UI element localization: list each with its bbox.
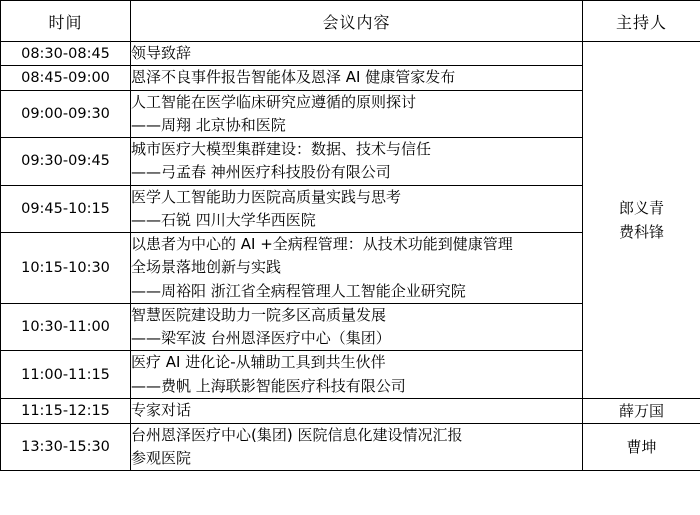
row-time: 09:45-10:15 — [1, 185, 131, 233]
row-content — [131, 303, 583, 351]
header-time: 时间 — [1, 1, 131, 42]
row-content — [131, 138, 583, 186]
row-time: 11:00-11:15 — [1, 351, 131, 399]
content-line-1: 城市医疗大模型集群建设：数据、技术与信任 — [131, 140, 432, 158]
table-header — [1, 1, 700, 42]
content-line-3: ——周裕阳 浙江省全病程管理人工智能企业研究院 — [131, 281, 466, 300]
row-host — [583, 42, 700, 399]
content-line-1: 台州恩泽医疗中心(集团) 医院信息化建设情况汇报 — [131, 425, 463, 444]
content-line-1: 以患者为中心的 AI +全病程管理：从技术功能到健康管理 — [131, 235, 513, 253]
content-line-1: 恩泽不良事件报告智能体及恩泽 AI 健康管家发布 — [131, 68, 456, 87]
row-time: 11:15-12:15 — [1, 398, 131, 423]
table-body — [1, 42, 700, 471]
header-host: 主持人 — [583, 1, 700, 42]
row-time: 08:45-09:00 — [1, 66, 131, 90]
row-content — [131, 233, 583, 304]
row-content — [131, 423, 583, 471]
row-content — [131, 398, 583, 423]
content-line-2: ——周翔 北京协和医院 — [131, 115, 286, 134]
content-line-2: ——费帆 上海联影智能医疗科技有限公司 — [131, 376, 406, 395]
content-line-1: 专家对话 — [131, 401, 192, 420]
content-line-2: 全场景落地创新与实践 — [131, 258, 282, 277]
content-line-1: 医疗 AI 进化论-从辅助工具到共生伙伴 — [131, 353, 386, 372]
host-name-1: 薛万国 — [618, 401, 664, 420]
row-time: 10:30-11:00 — [1, 303, 131, 351]
content-line-1: 智慧医院建设助力一院多区高质量发展 — [131, 305, 387, 324]
table-header-row — [1, 1, 700, 42]
row-host — [583, 398, 700, 423]
row-host — [583, 423, 700, 471]
row-content — [131, 66, 583, 90]
row-content — [131, 185, 583, 233]
content-line-2: ——石锐 四川大学华西医院 — [131, 210, 316, 229]
table-row — [1, 423, 700, 471]
host-name-1: 曹坤 — [626, 438, 657, 456]
content-line-1: 领导致辞 — [131, 44, 192, 62]
table-row — [1, 42, 700, 66]
content-line-1: 人工智能在医学临床研究应遵循的原则探讨 — [131, 92, 417, 111]
content-line-1: 医学人工智能助力医院高质量实践与思考 — [131, 187, 402, 206]
content-line-2: 参观医院 — [131, 449, 192, 467]
content-line-2: ——弓孟春 神州医疗科技股份有限公司 — [131, 163, 391, 182]
row-time: 08:30-08:45 — [1, 42, 131, 66]
host-name-1: 郎义青 — [618, 198, 664, 217]
header-content: 会议内容 — [131, 1, 583, 42]
table-row — [1, 398, 700, 423]
row-time: 10:15-10:30 — [1, 233, 131, 304]
row-time: 09:30-09:45 — [1, 138, 131, 186]
row-content — [131, 42, 583, 66]
row-content — [131, 351, 583, 399]
host-name-2: 费科锋 — [618, 222, 664, 241]
row-content — [131, 90, 583, 138]
row-time: 13:30-15:30 — [1, 423, 131, 471]
row-time: 09:00-09:30 — [1, 90, 131, 138]
content-line-2: ——梁军波 台州恩泽医疗中心（集团） — [131, 329, 391, 347]
